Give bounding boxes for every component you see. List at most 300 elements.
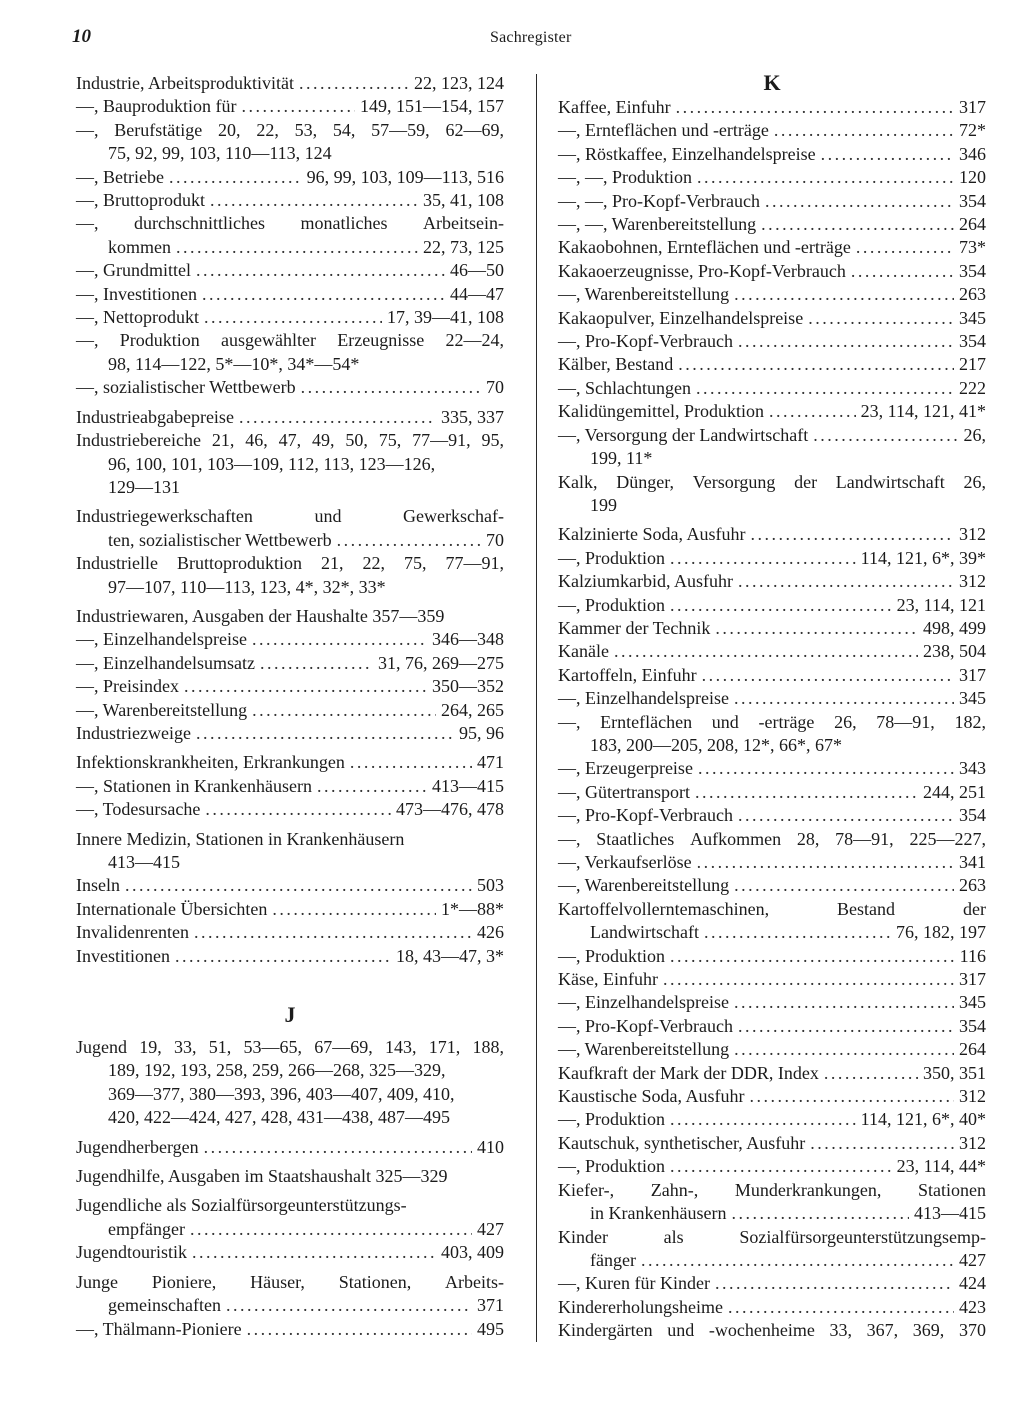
dot-leader bbox=[317, 775, 427, 798]
index-entry-line bbox=[558, 307, 986, 330]
index-entry bbox=[558, 400, 986, 423]
index-entry bbox=[76, 652, 504, 675]
entry-term: —, Einzelhandelspreise bbox=[558, 992, 729, 1013]
entry-pages: 317 bbox=[959, 664, 986, 685]
entry-pages: 317 bbox=[959, 97, 986, 117]
index-entry-line bbox=[76, 259, 504, 282]
index-entry-line bbox=[558, 166, 986, 189]
index-entry bbox=[558, 424, 986, 471]
entry-word: als bbox=[663, 1226, 684, 1247]
entry-word: Kalk, bbox=[558, 471, 598, 492]
entry-pages: 23, 114, 121, 41* bbox=[860, 401, 986, 422]
index-entry bbox=[76, 1194, 504, 1241]
entry-term: Kammer der Technik bbox=[558, 617, 711, 638]
entry-word: 47, bbox=[278, 430, 302, 451]
dot-leader bbox=[765, 190, 954, 213]
index-entry bbox=[76, 722, 504, 745]
index-entry-line bbox=[558, 945, 986, 968]
entry-pages: 238, 504 bbox=[923, 641, 986, 662]
index-entry-line bbox=[76, 1318, 504, 1341]
dot-leader bbox=[670, 547, 856, 570]
dot-leader bbox=[715, 617, 918, 640]
entry-word: 57—59, bbox=[371, 119, 430, 140]
entry-pages: 35, 41, 108 bbox=[423, 190, 504, 211]
dot-leader bbox=[813, 424, 958, 447]
entry-term: —, Todesursache bbox=[76, 799, 201, 820]
index-entry bbox=[558, 1015, 986, 1038]
index-entry-line bbox=[76, 628, 504, 651]
entry-pages: 95, 96 bbox=[459, 722, 504, 743]
entry-term: —, Einzelhandelspreise bbox=[558, 688, 729, 709]
entry-pages: 354 bbox=[959, 190, 986, 211]
entry-term: —, —, Pro-Kopf-Verbrauch bbox=[558, 190, 760, 211]
index-entry-line bbox=[558, 1038, 986, 1061]
index-entry bbox=[76, 945, 504, 968]
dot-leader bbox=[272, 898, 436, 921]
dot-leader bbox=[697, 851, 954, 874]
entry-term: —, Preisindex bbox=[76, 676, 179, 697]
entry-word: 77—91, bbox=[412, 430, 471, 451]
entry-term: Kautschuk, synthetischer, Ausfuhr bbox=[558, 1132, 806, 1153]
dot-leader bbox=[769, 400, 856, 423]
index-entry bbox=[558, 1296, 986, 1319]
section-letter-j: J bbox=[284, 1002, 296, 1028]
entry-term: —, Verkaufserlöse bbox=[558, 852, 692, 872]
index-entry bbox=[558, 945, 986, 968]
index-entry-line bbox=[558, 874, 986, 897]
entry-term: ten, sozialistischer Wettbewerb bbox=[108, 529, 332, 550]
index-entry-line bbox=[76, 72, 504, 95]
entry-term: Kakaoerzeugnisse, Pro-Kopf-Verbrauch bbox=[558, 260, 846, 281]
index-entry bbox=[76, 119, 504, 166]
entry-word: Ernteflächen bbox=[600, 711, 693, 732]
index-entry-line bbox=[558, 1179, 986, 1202]
dot-leader bbox=[184, 675, 427, 698]
entry-word: 77—91, bbox=[445, 553, 504, 574]
entry-pages: 413—415 bbox=[432, 775, 504, 796]
entry-pages: 503 bbox=[477, 875, 504, 896]
index-entry-line bbox=[76, 529, 504, 552]
entry-pages: 244, 251 bbox=[923, 781, 986, 802]
entry-pages: 46—50 bbox=[450, 260, 504, 281]
index-entry-line bbox=[76, 921, 504, 944]
entry-word: 367, bbox=[866, 1320, 899, 1341]
dot-leader bbox=[698, 757, 954, 780]
entry-term: —, Versorgung der Landwirtschaft bbox=[558, 424, 809, 445]
entry-word: der bbox=[963, 898, 986, 919]
entry-pages: 96, 99, 103, 109—113, 516 bbox=[306, 166, 504, 187]
dot-leader bbox=[851, 260, 954, 283]
index-entry bbox=[76, 406, 504, 429]
dot-leader bbox=[670, 945, 955, 968]
entry-pages: 413—415 bbox=[914, 1203, 986, 1224]
entry-word: —, bbox=[558, 711, 581, 732]
entry-word: 51, bbox=[208, 1037, 232, 1058]
index-entry-line bbox=[558, 664, 986, 687]
entry-term: Käse, Einfuhr bbox=[558, 969, 658, 990]
index-entry bbox=[558, 1108, 986, 1131]
index-entry-line bbox=[76, 722, 504, 745]
dot-leader bbox=[670, 594, 892, 617]
entry-pages: 264, 265 bbox=[441, 699, 504, 720]
entry-word: Staatliches bbox=[596, 828, 675, 849]
index-entry-line bbox=[76, 775, 504, 798]
entry-term: Jugendherbergen bbox=[76, 1136, 199, 1157]
index-entry-line bbox=[558, 640, 986, 663]
dot-leader bbox=[301, 376, 481, 399]
dot-leader bbox=[614, 640, 918, 663]
entry-pages: 354 bbox=[959, 331, 986, 352]
index-entry-line bbox=[76, 898, 504, 921]
index-entry-line bbox=[76, 429, 504, 452]
entry-word: Kartoffelvollerntemaschinen, bbox=[558, 898, 770, 919]
index-entry-line bbox=[76, 212, 504, 235]
index-entry bbox=[558, 190, 986, 213]
dot-leader bbox=[204, 306, 382, 329]
entry-term: —, Bruttoprodukt bbox=[76, 190, 205, 211]
entry-term: Infektionskrankheiten, Erkrankungen bbox=[76, 752, 345, 773]
entry-word: Arbeitsein- bbox=[423, 213, 504, 234]
index-entry-line bbox=[558, 687, 986, 710]
entry-word: Industrielle bbox=[76, 553, 158, 574]
entry-term: —, Warenbereitstellung bbox=[558, 1039, 730, 1060]
dot-leader bbox=[192, 1241, 436, 1264]
index-entry bbox=[558, 119, 986, 142]
entry-pages: 473—476, 478 bbox=[396, 799, 504, 820]
index-entry bbox=[558, 283, 986, 306]
index-entry-line bbox=[558, 523, 986, 546]
entry-word: Kindergärten bbox=[558, 1320, 653, 1341]
index-entry bbox=[558, 991, 986, 1014]
index-entry-line bbox=[558, 1108, 986, 1131]
dot-leader bbox=[247, 1318, 472, 1341]
index-entry bbox=[558, 1038, 986, 1061]
index-entry bbox=[558, 1179, 986, 1226]
entry-word: 75, bbox=[378, 430, 402, 451]
dot-leader bbox=[810, 1132, 954, 1155]
entry-pages: 22, 73, 125 bbox=[423, 236, 504, 257]
entry-term: Industrie, Arbeitsproduktivität bbox=[76, 73, 294, 93]
index-entry bbox=[76, 1136, 504, 1159]
entry-word: Erzeugnisse bbox=[337, 330, 425, 351]
dot-leader bbox=[205, 798, 391, 821]
entry-pages: 23, 114, 44* bbox=[896, 1156, 986, 1177]
entry-word: -wochenheime bbox=[708, 1320, 815, 1341]
entry-pages: 120 bbox=[959, 167, 986, 188]
index-entry bbox=[558, 1132, 986, 1155]
index-entry bbox=[558, 570, 986, 593]
entry-pages: 44—47 bbox=[450, 283, 504, 304]
dot-leader bbox=[670, 1155, 892, 1178]
entry-term: —, Pro-Kopf-Verbrauch bbox=[558, 1015, 733, 1036]
index-entry-line bbox=[558, 851, 986, 874]
entry-word: 78—91, bbox=[876, 711, 935, 732]
index-entry bbox=[76, 605, 504, 628]
dot-leader bbox=[252, 699, 436, 722]
entry-word: und bbox=[667, 1320, 695, 1341]
index-entry-line bbox=[558, 1085, 986, 1108]
index-entry-line bbox=[558, 377, 986, 400]
index-entry-line bbox=[558, 921, 986, 944]
entry-term: —, Warenbereitstellung bbox=[558, 875, 730, 896]
entry-word: monatliches bbox=[300, 213, 388, 234]
index-entry-line: 413—415 bbox=[108, 852, 180, 872]
dot-leader bbox=[749, 1085, 954, 1108]
entry-term: —, Pro-Kopf-Verbrauch bbox=[558, 331, 733, 352]
entry-term: Landwirtschaft bbox=[590, 922, 699, 943]
entry-term: —, Grundmittel bbox=[76, 260, 191, 281]
entry-pages: 312 bbox=[959, 524, 986, 545]
index-entry-line bbox=[76, 505, 504, 528]
entry-term: —, Gütertransport bbox=[558, 781, 690, 802]
index-entry bbox=[76, 798, 504, 821]
index-entry bbox=[76, 828, 504, 875]
entry-term: —, Einzelhandelsumsatz bbox=[76, 652, 255, 673]
entry-term: in Krankenhäusern bbox=[590, 1203, 727, 1224]
entry-term: Invalidenrenten bbox=[76, 922, 189, 943]
index-entry bbox=[76, 552, 504, 599]
entry-word: 67—69, bbox=[314, 1037, 373, 1058]
index-entry bbox=[558, 96, 986, 119]
index-entry-line: 129—131 bbox=[108, 476, 180, 497]
entry-word: —, bbox=[76, 330, 99, 351]
index-entry-line bbox=[558, 1202, 986, 1225]
column-divider bbox=[536, 74, 537, 1342]
entry-pages: 345 bbox=[959, 992, 986, 1013]
entry-word: der bbox=[794, 471, 818, 492]
entry-word: 33, bbox=[174, 1037, 197, 1058]
index-entry-line bbox=[76, 1218, 504, 1241]
entry-term: Internationale Übersichten bbox=[76, 898, 268, 919]
entry-word: 53, bbox=[294, 119, 318, 140]
index-entry bbox=[76, 1241, 504, 1264]
entry-term: Kaustische Soda, Ausfuhr bbox=[558, 1086, 745, 1107]
entry-pages: 427 bbox=[959, 1249, 986, 1270]
entry-term: Kartoffeln, Einfuhr bbox=[558, 664, 697, 685]
dot-leader bbox=[299, 72, 409, 95]
entry-word: Häuser, bbox=[250, 1271, 305, 1292]
left-column bbox=[76, 72, 504, 1341]
index-entry bbox=[76, 921, 504, 944]
index-entry bbox=[76, 775, 504, 798]
entry-term: fänger bbox=[590, 1249, 636, 1270]
index-entry-line bbox=[558, 1296, 986, 1319]
entry-pages: 18, 43—47, 3* bbox=[396, 945, 504, 966]
dot-leader bbox=[226, 1294, 472, 1317]
entry-term: —, Stationen in Krankenhäusern bbox=[76, 775, 312, 796]
entry-word: durchschnittliches bbox=[134, 213, 265, 234]
index-entry-line bbox=[76, 699, 504, 722]
index-entry bbox=[558, 851, 986, 874]
dot-leader bbox=[125, 874, 472, 897]
index-entry bbox=[76, 306, 504, 329]
index-entry bbox=[558, 968, 986, 991]
entry-pages: 263 bbox=[959, 284, 986, 305]
index-entry bbox=[76, 1318, 504, 1341]
entry-term: —, Röstkaffee, Einzelhandelspreise bbox=[558, 143, 816, 164]
dot-leader bbox=[738, 804, 954, 827]
entry-term: —, Erzeugerpreise bbox=[558, 758, 693, 779]
entry-word: Industriegewerkschaften bbox=[76, 506, 253, 527]
index-entry bbox=[558, 640, 986, 663]
index-entry-line bbox=[76, 675, 504, 698]
index-entry bbox=[558, 1226, 986, 1273]
index-entry-line bbox=[76, 1271, 504, 1294]
dot-leader bbox=[252, 628, 427, 651]
index-entry-line bbox=[76, 189, 504, 212]
entry-pages: 72* bbox=[959, 120, 986, 141]
index-entry bbox=[558, 307, 986, 330]
entry-term: Kalidüngemittel, Produktion bbox=[558, 401, 764, 422]
entry-pages: 343 bbox=[959, 758, 986, 779]
index-entry bbox=[558, 711, 986, 758]
dot-leader bbox=[704, 921, 891, 944]
entry-word: 21, bbox=[320, 553, 344, 574]
index-entry-line bbox=[76, 1036, 504, 1059]
index-entry bbox=[76, 751, 504, 774]
index-entry-line bbox=[76, 798, 504, 821]
entry-word: 78—91, bbox=[835, 828, 894, 849]
right-column bbox=[558, 72, 986, 1343]
entry-word: ausgewählter bbox=[221, 330, 316, 351]
entry-word: 53—65, bbox=[243, 1037, 302, 1058]
entry-word: 188, bbox=[472, 1037, 504, 1058]
index-entry-line bbox=[558, 898, 986, 921]
running-head: Sachregister bbox=[490, 29, 572, 46]
entry-pages: 354 bbox=[959, 260, 986, 281]
dot-leader bbox=[774, 119, 954, 142]
index-entry bbox=[558, 1155, 986, 1178]
entry-term: Industriezweige bbox=[76, 722, 191, 743]
entry-word: Versorgung bbox=[692, 471, 776, 492]
entry-pages: 427 bbox=[477, 1218, 504, 1239]
entry-word: 28, bbox=[796, 828, 820, 849]
dot-leader bbox=[241, 95, 355, 118]
index-entry bbox=[76, 699, 504, 722]
entry-term: —, —, Produktion bbox=[558, 167, 693, 188]
index-entry-line bbox=[558, 1132, 986, 1155]
index-entry bbox=[558, 781, 986, 804]
index-entry-line bbox=[76, 874, 504, 897]
index-entry-line bbox=[558, 1062, 986, 1085]
index-entry-line bbox=[76, 95, 504, 118]
index-entry bbox=[76, 283, 504, 306]
entry-pages: 222 bbox=[959, 377, 986, 398]
index-entry bbox=[76, 95, 504, 118]
index-entry-line bbox=[76, 1241, 504, 1264]
index-entry-line bbox=[558, 1226, 986, 1249]
index-entry bbox=[76, 898, 504, 921]
dot-leader bbox=[676, 96, 954, 119]
entry-pages: 403, 409 bbox=[441, 1242, 504, 1263]
index-entry-line: Jugendliche als Sozialfürsorgeunterstützungs- bbox=[76, 1195, 407, 1216]
entry-word: -erträge bbox=[758, 711, 815, 732]
index-entry bbox=[558, 594, 986, 617]
entry-word: 26, bbox=[834, 711, 857, 732]
entry-term: Kindererholungsheime bbox=[558, 1296, 723, 1317]
entry-term: gemeinschaften bbox=[108, 1295, 221, 1316]
entry-pages: 410 bbox=[477, 1136, 504, 1157]
index-entry-line bbox=[558, 968, 986, 991]
entry-pages: 17, 39—41, 108 bbox=[387, 307, 504, 328]
entry-pages: 317 bbox=[959, 969, 986, 990]
entry-pages: 264 bbox=[959, 214, 986, 235]
entry-word: Bruttoproduktion bbox=[176, 553, 302, 574]
index-entry-line: 98, 114—122, 5*—10*, 34*—54* bbox=[108, 353, 360, 374]
dot-leader bbox=[194, 921, 472, 944]
index-entry bbox=[558, 260, 986, 283]
dot-leader bbox=[702, 664, 954, 687]
entry-list-i bbox=[76, 72, 504, 968]
index-entry bbox=[558, 330, 986, 353]
entry-word: Junge bbox=[76, 1271, 118, 1292]
entry-word: Industriebereiche bbox=[76, 430, 201, 451]
entry-word: 143, bbox=[385, 1037, 417, 1058]
index-entry-line bbox=[558, 1319, 986, 1342]
entry-word: und bbox=[314, 506, 342, 527]
entry-term: Inseln bbox=[76, 875, 120, 896]
index-entry-line: 369—377, 380—393, 396, 403—407, 409, 410, bbox=[108, 1083, 455, 1104]
index-entry bbox=[76, 259, 504, 282]
entry-term: —, Pro-Kopf-Verbrauch bbox=[558, 805, 733, 826]
dot-leader bbox=[761, 213, 954, 236]
entry-term: —, Kuren für Kinder bbox=[558, 1273, 710, 1294]
index-entry-line bbox=[558, 119, 986, 142]
entry-term: —, Produktion bbox=[558, 945, 666, 966]
dot-leader bbox=[175, 945, 391, 968]
index-entry-line: 199, 11* bbox=[590, 448, 653, 469]
entry-pages: 70 bbox=[486, 377, 504, 398]
entry-pages: 350—352 bbox=[432, 676, 504, 697]
entry-word: Bestand bbox=[837, 898, 896, 919]
entry-pages: 471 bbox=[477, 752, 504, 773]
dot-leader bbox=[641, 1249, 954, 1272]
entry-term: —, Produktion bbox=[558, 1156, 666, 1177]
index-entry-line: Innere Medizin, Stationen in Krankenhäusern bbox=[76, 828, 405, 849]
index-entry-line bbox=[558, 400, 986, 423]
index-entry bbox=[558, 617, 986, 640]
index-entry-line bbox=[76, 652, 504, 675]
dot-leader bbox=[176, 236, 418, 259]
entry-pages: 424 bbox=[959, 1273, 986, 1294]
entry-pages: 26, bbox=[963, 424, 986, 445]
entry-word: Pioniere, bbox=[151, 1271, 217, 1292]
entry-word: 369, bbox=[912, 1320, 945, 1341]
index-entry bbox=[558, 236, 986, 259]
entry-pages: 346 bbox=[959, 143, 986, 164]
index-entry-line: 96, 100, 101, 103—109, 112, 113, 123—126, bbox=[108, 453, 436, 474]
index-entry bbox=[76, 72, 504, 95]
entry-word: Zahn-, bbox=[650, 1179, 699, 1200]
entry-term: kommen bbox=[108, 236, 171, 257]
entry-term: —, Produktion bbox=[558, 547, 666, 568]
entry-pages: 114, 121, 6*, 40* bbox=[860, 1109, 986, 1130]
index-entry-line bbox=[558, 1015, 986, 1038]
index-entry bbox=[76, 212, 504, 259]
entry-word: Sozialfürsorgeunterstützungsemp- bbox=[739, 1226, 986, 1247]
entry-word: 20, bbox=[218, 119, 241, 140]
dot-leader bbox=[670, 1108, 856, 1131]
index-entry bbox=[558, 1062, 986, 1085]
index-entry bbox=[558, 757, 986, 780]
entry-term: —, Warenbereitstellung bbox=[558, 284, 730, 305]
entry-word: 225—227, bbox=[909, 828, 986, 849]
entry-term: —, Betriebe bbox=[76, 166, 164, 187]
dot-leader bbox=[204, 1136, 472, 1159]
dot-leader bbox=[169, 166, 302, 189]
index-entry-line bbox=[558, 471, 986, 494]
index-entry-line bbox=[76, 236, 504, 259]
